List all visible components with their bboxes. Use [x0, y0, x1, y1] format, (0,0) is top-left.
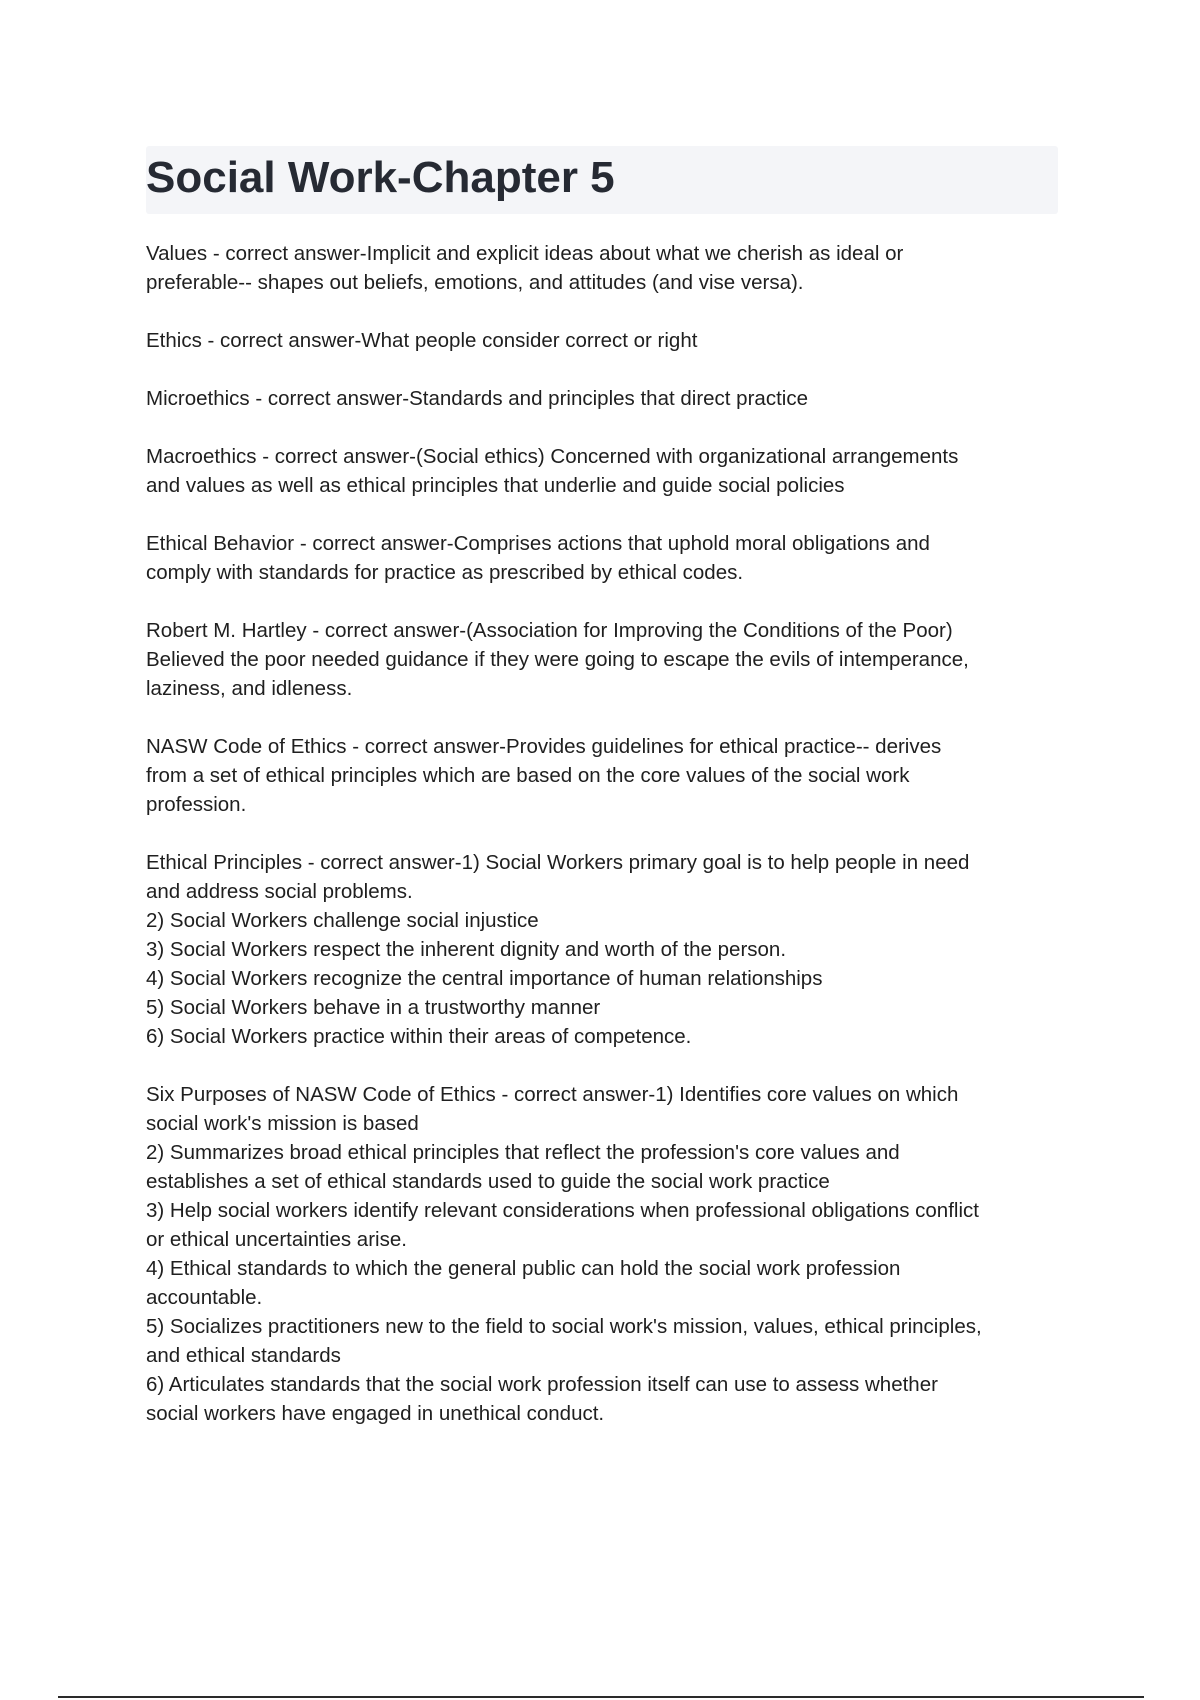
entry-line: Six Purposes of NASW Code of Ethics - correct answer-1) Identifies core values on which [146, 1083, 959, 1106]
entry-ethical-principles [146, 848, 1066, 1051]
entry-line: 6) Articulates standards that the social work profession itself can use to assess whether [146, 1373, 938, 1396]
entry-line: 3) Help social workers identify relevant considerations when professional obligations conflict [146, 1199, 979, 1222]
entry-line: laziness, and idleness. [146, 677, 353, 700]
entry-line: 4) Ethical standards to which the general public can hold the social work profession [146, 1257, 901, 1280]
entry-line: preferable-- shapes out beliefs, emotions, and attitudes (and vise versa). [146, 271, 804, 294]
entry-line: profession. [146, 793, 247, 816]
entry-line: or ethical uncertainties arise. [146, 1228, 407, 1251]
document-body [146, 239, 1066, 1457]
entry-nasw-code [146, 732, 1066, 819]
entry-microethics [146, 384, 1066, 413]
entry-line: and address social problems. [146, 880, 413, 903]
entry-line: Robert M. Hartley - correct answer-(Association for Improving the Conditions of the Poor) [146, 619, 953, 642]
entry-line: 2) Social Workers challenge social injustice [146, 909, 539, 932]
entry-line: 2) Summarizes broad ethical principles that reflect the profession's core values and [146, 1141, 900, 1164]
entry-line: Believed the poor needed guidance if they were going to escape the evils of intemperance, [146, 648, 969, 671]
entry-line: establishes a set of ethical standards used to guide the social work practice [146, 1170, 830, 1193]
entry-six-purposes [146, 1080, 1066, 1428]
entry-macroethics [146, 442, 1066, 500]
entry-line: accountable. [146, 1286, 263, 1309]
page-title: Social Work-Chapter 5 [146, 153, 615, 202]
entry-line: NASW Code of Ethics - correct answer-Provides guidelines for ethical practice-- derives [146, 735, 942, 758]
entry-robert-hartley [146, 616, 1066, 703]
entry-line: Ethical Behavior - correct answer-Comprises actions that uphold moral obligations and [146, 532, 930, 555]
page-divider [58, 1696, 1144, 1698]
title-bar [146, 146, 1058, 214]
entry-line: Microethics - correct answer-Standards and principles that direct practice [146, 387, 808, 410]
entry-line: Macroethics - correct answer-(Social ethics) Concerned with organizational arrangements [146, 445, 959, 468]
entry-line: 4) Social Workers recognize the central importance of human relationships [146, 967, 823, 990]
entry-line: 5) Socializes practitioners new to the field to social work's mission, values, ethical principles, [146, 1315, 982, 1338]
entry-line: 3) Social Workers respect the inherent dignity and worth of the person. [146, 938, 787, 961]
entry-line: and ethical standards [146, 1344, 341, 1367]
entry-line: comply with standards for practice as prescribed by ethical codes. [146, 561, 744, 584]
entry-line: Ethical Principles - correct answer-1) Social Workers primary goal is to help people in need [146, 851, 970, 874]
entry-line: Values - correct answer-Implicit and explicit ideas about what we cherish as ideal or [146, 242, 904, 265]
entry-ethical-behavior [146, 529, 1066, 587]
entry-line: social work's mission is based [146, 1112, 419, 1135]
entry-line: 6) Social Workers practice within their areas of competence. [146, 1025, 692, 1048]
entry-line: and values as well as ethical principles that underlie and guide social policies [146, 474, 845, 497]
entry-line: social workers have engaged in unethical conduct. [146, 1402, 605, 1425]
entry-line: from a set of ethical principles which are based on the core values of the social work [146, 764, 910, 787]
entry-line: Ethics - correct answer-What people consider correct or right [146, 329, 698, 352]
entry-line: 5) Social Workers behave in a trustworthy manner [146, 996, 601, 1019]
entry-ethics [146, 326, 1066, 355]
entry-values [146, 239, 1066, 297]
